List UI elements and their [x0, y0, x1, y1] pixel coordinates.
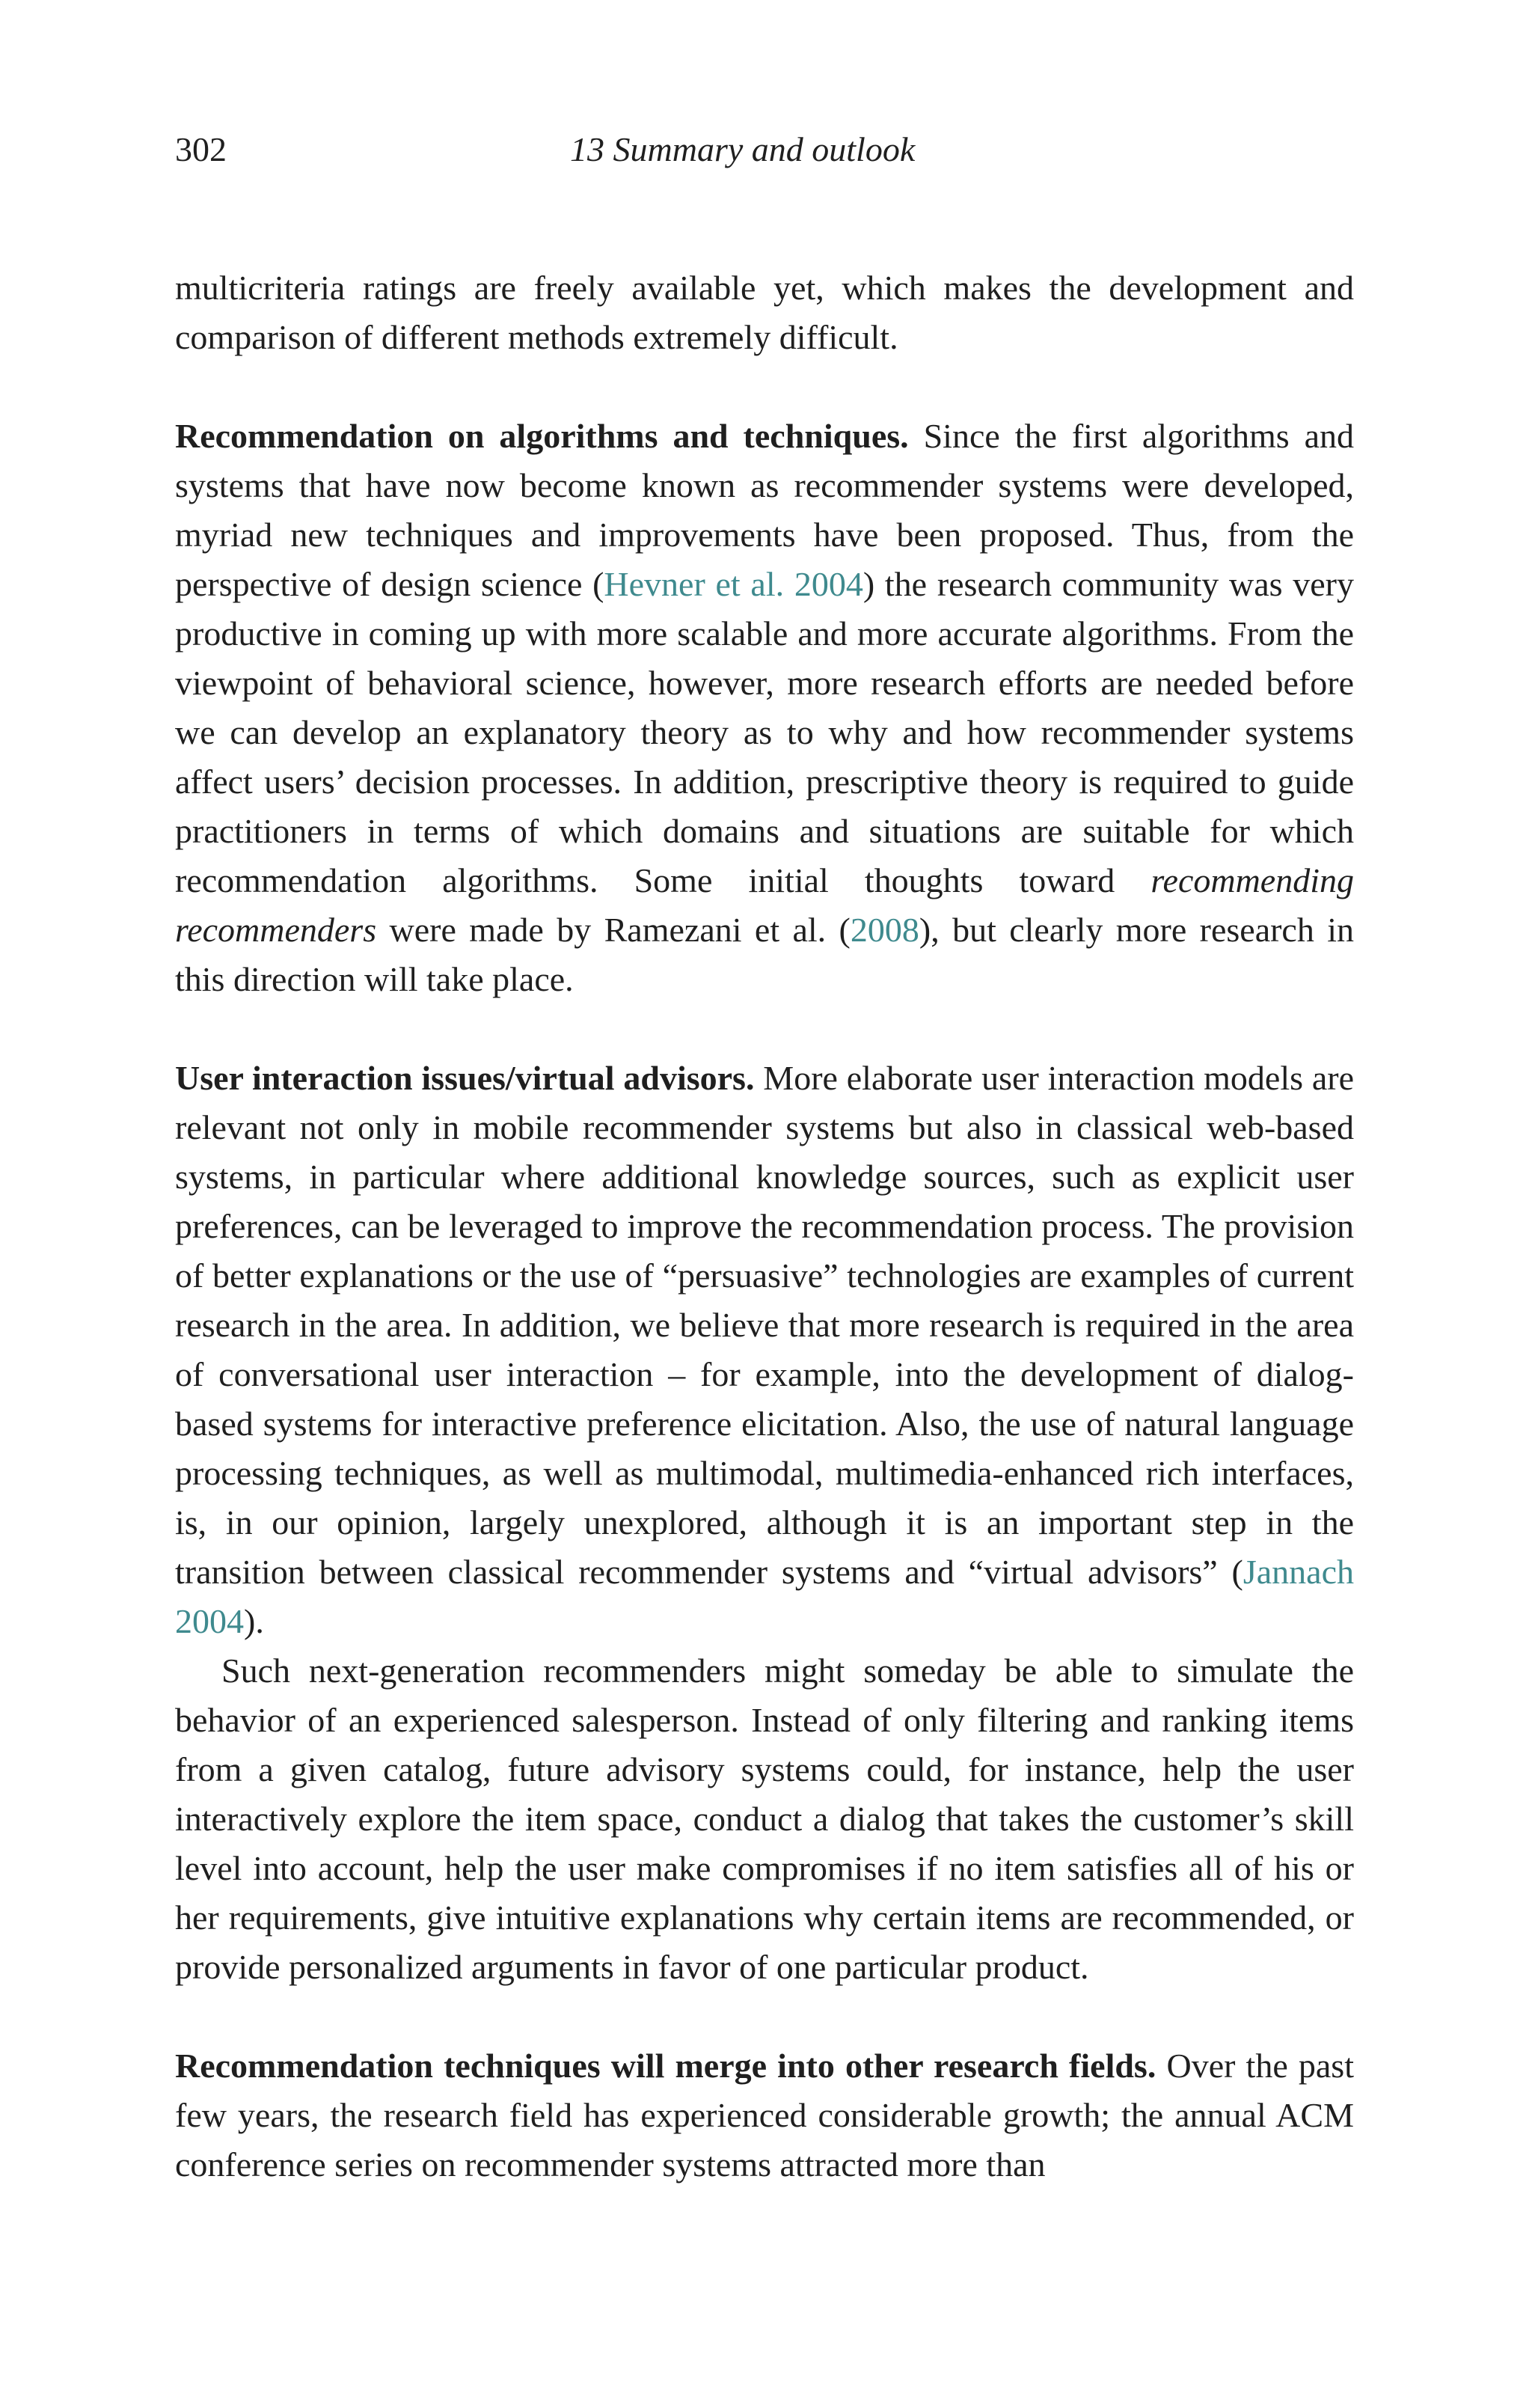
- page-number: 302: [175, 130, 227, 168]
- paragraph-text: ), but clearly more research in this direction will take place.: [175, 911, 1354, 998]
- citation-link-ramezani[interactable]: 2008: [850, 911, 919, 949]
- paragraph-text: More elaborate user interaction models are relevant not only in mobile recommender systems but also in classical web-based systems, in particular where additional knowledge sources, such as explicit user preferences, can be leveraged to improve the recommendation process. The provision of better explanations or the use of “persuasive” technologies are examples of current research in the area. In addition, we believe that more research is required in the area of conversational user interaction – for example, into the development of dialog-based systems for interactive preference elicitation. Also, the use of natural language processing techniques, as well as multimodal, multimedia-enhanced rich interfaces, is, in our opinion, largely unexplored, although it is an important step in the transition between classical recommender systems and “virtual advisors” (: [175, 1059, 1355, 1591]
- paragraph-user-interaction: [175, 1054, 1354, 1646]
- body-text: [175, 263, 1354, 2189]
- run-in-heading-user-interaction: User interaction issues/virtual advisors.: [175, 1059, 755, 1097]
- paragraph-text: Such next-generation recommenders might someday be able to simulate the behavior of an experienced salesperson. Instead of only filtering and ranking items from a given catalog, future advisory systems could, for instance, help the user interactively explore the item space, conduct a dialog that takes the customer’s skill level into account, help the user make compromises if no item satisfies all of his or her requirements, give intuitive explanations why certain items are recommended, or provide personalized arguments in favor of one particular product.: [175, 1651, 1354, 1986]
- paragraph-text: ).: [244, 1602, 264, 1640]
- paragraph-text: were made by Ramezani et al. (: [376, 911, 851, 949]
- paragraph-text: Over the past few years, the research field has experienced considerable growth; the annual ACM conference series on recommender systems attracted more than: [175, 2047, 1354, 2184]
- paragraph-text: Since the first algorithms and systems that have now become known as recommender systems were developed, myriad new techniques and improvements have been proposed. Thus, from the perspective of design science (: [175, 417, 1354, 603]
- emphasis-text: recommending recommenders: [175, 861, 1354, 949]
- running-head: [175, 120, 1354, 180]
- running-title: 13 Summary and outlook: [570, 130, 916, 168]
- run-in-heading-merge: Recommendation techniques will merge into other research fields.: [175, 2047, 1156, 2085]
- run-in-heading-algorithms: Recommendation on algorithms and techniques.: [175, 417, 909, 455]
- paragraph-text: ) the research community was very productive in coming up with more scalable and more accurate algorithms. From the viewpoint of behavioral science, however, more research efforts are needed before we can develop an explanatory theory as to why and how recommender systems affect users’ decision processes. In addition, prescriptive theory is required to guide practitioners in terms of which domains and situations are suitable for which recommendation algorithms. Some initial thoughts toward: [175, 565, 1354, 899]
- paragraph-text: multicriteria ratings are freely available yet, which makes the development and comparison of different methods extremely difficult.: [175, 269, 1354, 356]
- paragraph-continuation: [175, 263, 1354, 362]
- paragraph-next-generation: [175, 1646, 1354, 1992]
- paragraph-merge: [175, 2041, 1354, 2189]
- paragraph-algorithms: [175, 412, 1354, 1004]
- citation-link-jannach[interactable]: Jannach 2004: [175, 1553, 1354, 1640]
- citation-link-hevner[interactable]: Hevner et al. 2004: [604, 565, 863, 603]
- book-page: [175, 120, 1354, 2189]
